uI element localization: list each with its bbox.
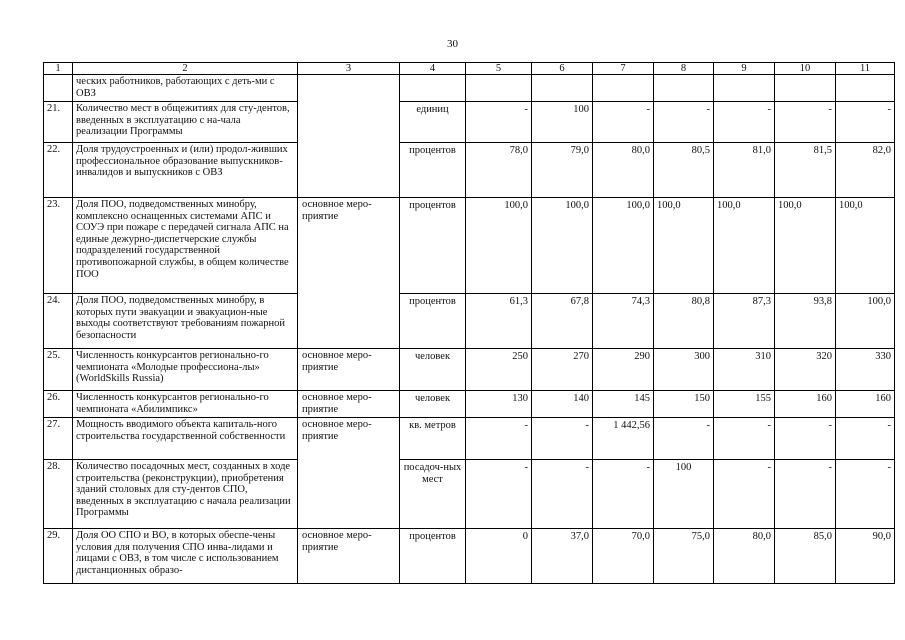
value-cell: 100,0 xyxy=(836,294,895,349)
value-cell: 61,3 xyxy=(466,294,532,349)
value-cell: 330 xyxy=(836,349,895,391)
table-row xyxy=(44,198,895,294)
unit-cell: кв. метров xyxy=(400,418,466,460)
unit-cell: процентов xyxy=(400,143,466,198)
value-cell: 70,0 xyxy=(593,529,654,584)
value-cell: 67,8 xyxy=(532,294,593,349)
value-cell: - xyxy=(654,102,714,143)
table-row xyxy=(44,391,895,418)
value-cell: - xyxy=(836,418,895,460)
value-cell: 85,0 xyxy=(775,529,836,584)
value-cell: 100,0 xyxy=(714,198,775,294)
indicator-text: ческих работников, работающих с деть-ми с ОВЗ xyxy=(73,75,298,102)
value-cell: 1 442,56 xyxy=(593,418,654,460)
unit-cell: посадоч-ных мест xyxy=(400,460,466,529)
type-cell: основное меро-приятие xyxy=(298,391,400,418)
row-number: 23. xyxy=(44,198,73,294)
indicator-text: Доля ПОО, подведомственных минобру, комплексно оснащенных системами АПС и СОУЭ при пожаре с передачей сигнала АПС на единые дежурно-диспетчерские службы подразделений государственной противопожарной службы, в общем количестве ПОО xyxy=(73,198,298,294)
header-cell: 2 xyxy=(73,63,298,75)
unit-cell: единиц xyxy=(400,102,466,143)
value-cell: - xyxy=(466,418,532,460)
value-cell: 90,0 xyxy=(836,529,895,584)
value-cell: - xyxy=(714,418,775,460)
value-cell: - xyxy=(532,418,593,460)
value-cell: 80,8 xyxy=(654,294,714,349)
value-cell xyxy=(654,75,714,102)
indicator-text: Численность конкурсантов регионально-го чемпионата «Молодые профессиона-лы» (WorldSkills Russia) xyxy=(73,349,298,391)
value-cell: - xyxy=(775,418,836,460)
indicators-table xyxy=(43,62,895,584)
type-cell: основное меро-приятие xyxy=(298,529,400,584)
row-number: 22. xyxy=(44,143,73,198)
indicator-text: Мощность вводимого объекта капиталь-ного строительства государственной собственности xyxy=(73,418,298,460)
header-cell: 1 xyxy=(44,63,73,75)
unit-cell: человек xyxy=(400,391,466,418)
value-cell: 81,0 xyxy=(714,143,775,198)
row-number: 28. xyxy=(44,460,73,529)
row-number: 27. xyxy=(44,418,73,460)
value-cell: 100,0 xyxy=(654,198,714,294)
value-cell: 74,3 xyxy=(593,294,654,349)
table-row xyxy=(44,75,895,102)
header-cell: 4 xyxy=(400,63,466,75)
type-cell xyxy=(298,75,400,198)
value-cell: 145 xyxy=(593,391,654,418)
value-cell: - xyxy=(466,102,532,143)
row-number xyxy=(44,75,73,102)
table-row xyxy=(44,529,895,584)
value-cell: 140 xyxy=(532,391,593,418)
value-cell: - xyxy=(775,102,836,143)
unit-cell: процентов xyxy=(400,529,466,584)
value-cell: - xyxy=(654,418,714,460)
unit-cell: процентов xyxy=(400,198,466,294)
row-number: 25. xyxy=(44,349,73,391)
indicator-text: Доля трудоустроенных и (или) продол-живших профессиональное образование выпускников-инвалидов и выпускников с ОВЗ xyxy=(73,143,298,198)
value-cell: - xyxy=(714,460,775,529)
value-cell: - xyxy=(466,460,532,529)
value-cell: 130 xyxy=(466,391,532,418)
type-cell: основное меро-приятие xyxy=(298,418,400,529)
value-cell xyxy=(775,75,836,102)
value-cell xyxy=(532,75,593,102)
value-cell: 290 xyxy=(593,349,654,391)
table-row xyxy=(44,418,895,460)
header-cell: 6 xyxy=(532,63,593,75)
value-cell: - xyxy=(836,460,895,529)
header-cell: 7 xyxy=(593,63,654,75)
value-cell: 80,0 xyxy=(593,143,654,198)
header-cell: 10 xyxy=(775,63,836,75)
value-cell: - xyxy=(775,460,836,529)
value-cell: 82,0 xyxy=(836,143,895,198)
value-cell: 100,0 xyxy=(775,198,836,294)
value-cell xyxy=(836,75,895,102)
value-cell: 150 xyxy=(654,391,714,418)
value-cell: - xyxy=(836,102,895,143)
header-cell: 11 xyxy=(836,63,895,75)
value-cell: 100,0 xyxy=(532,198,593,294)
value-cell xyxy=(466,75,532,102)
value-cell: 93,8 xyxy=(775,294,836,349)
header-cell: 9 xyxy=(714,63,775,75)
row-number: 24. xyxy=(44,294,73,349)
value-cell: - xyxy=(593,460,654,529)
header-cell: 5 xyxy=(466,63,532,75)
value-cell: - xyxy=(532,460,593,529)
value-cell: 80,5 xyxy=(654,143,714,198)
row-number: 21. xyxy=(44,102,73,143)
value-cell: 0 xyxy=(466,529,532,584)
header-cell: 3 xyxy=(298,63,400,75)
value-cell: 100 xyxy=(532,102,593,143)
value-cell: 155 xyxy=(714,391,775,418)
header-row xyxy=(44,63,895,75)
table-row xyxy=(44,102,895,143)
value-cell: 100,0 xyxy=(836,198,895,294)
value-cell: 320 xyxy=(775,349,836,391)
page-number: 30 xyxy=(447,38,458,50)
value-cell: 81,5 xyxy=(775,143,836,198)
table-row xyxy=(44,349,895,391)
value-cell: 100 xyxy=(654,460,714,529)
header-cell: 8 xyxy=(654,63,714,75)
row-number: 29. xyxy=(44,529,73,584)
value-cell: 79,0 xyxy=(532,143,593,198)
value-cell: 160 xyxy=(836,391,895,418)
value-cell: 87,3 xyxy=(714,294,775,349)
indicator-text: Количество посадочных мест, созданных в ходе строительства (реконструкции), приобретения зданий столовых для сту-дентов СПО, введенных в эксплуатацию с начала реализации Программы xyxy=(73,460,298,529)
indicator-text: Доля ПОО, подведомственных минобру, в которых пути эвакуации и эвакуацион-ные выходы соответствуют требованиям пожарной безопасности xyxy=(73,294,298,349)
value-cell xyxy=(714,75,775,102)
type-cell: основное меро-приятие xyxy=(298,198,400,349)
value-cell: - xyxy=(593,102,654,143)
table-row xyxy=(44,294,895,349)
value-cell: 270 xyxy=(532,349,593,391)
value-cell: 310 xyxy=(714,349,775,391)
unit-cell: человек xyxy=(400,349,466,391)
table-row xyxy=(44,143,895,198)
value-cell: - xyxy=(714,102,775,143)
value-cell: 80,0 xyxy=(714,529,775,584)
value-cell: 250 xyxy=(466,349,532,391)
type-cell: основное меро-приятие xyxy=(298,349,400,391)
unit-cell xyxy=(400,75,466,102)
indicator-text: Доля ОО СПО и ВО, в которых обеспе-чены условия для получения СПО инва-лидами и лицами с ОВЗ, в том числе с использованием дистанционных образо- xyxy=(73,529,298,584)
value-cell xyxy=(593,75,654,102)
value-cell: 100,0 xyxy=(466,198,532,294)
table-row xyxy=(44,460,895,529)
value-cell: 75,0 xyxy=(654,529,714,584)
value-cell: 100,0 xyxy=(593,198,654,294)
indicator-text: Численность конкурсантов регионально-го чемпионата «Абилимпикс» xyxy=(73,391,298,418)
value-cell: 78,0 xyxy=(466,143,532,198)
value-cell: 300 xyxy=(654,349,714,391)
value-cell: 160 xyxy=(775,391,836,418)
unit-cell: процентов xyxy=(400,294,466,349)
value-cell: 37,0 xyxy=(532,529,593,584)
row-number: 26. xyxy=(44,391,73,418)
indicator-text: Количество мест в общежитиях для сту-дентов, введенных в эксплуатацию с на-чала реализации Программы xyxy=(73,102,298,143)
